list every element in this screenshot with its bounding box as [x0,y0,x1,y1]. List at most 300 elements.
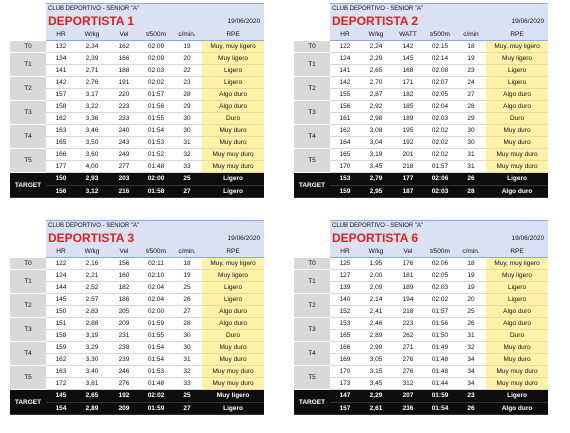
value-cell: 3,45 [360,378,392,390]
zone-row [294,330,548,342]
value-cell: 276 [392,366,424,378]
value-cell: 2,52 [76,282,108,294]
value-cell: 26 [172,294,202,306]
target-value: 02:06 [424,173,456,186]
target-value: 2,29 [360,390,392,403]
value-cell: 27 [456,89,486,101]
session-date: 19/06/2020 [172,13,264,29]
session-date: 19/06/2020 [172,230,264,246]
rpe-cell: Muy, muy ligero [202,258,264,270]
rpe-cell: Ligero [202,65,264,77]
zone-label: T2 [294,77,330,101]
value-cell: 2,89 [360,330,392,342]
value-cell: 277 [108,161,140,173]
column-header: c/min. [172,246,202,258]
value-cell: 01:54 [140,342,172,354]
zone-row [10,161,264,173]
target-value: 27 [172,402,202,415]
value-cell: 01:57 [140,89,172,101]
value-cell: 02:03 [424,282,456,294]
value-cell: 3,50 [76,137,108,149]
target-value: 02:03 [424,185,456,198]
value-cell: 02:11 [140,258,172,270]
value-cell: 01:50 [424,330,456,342]
value-cell: 4,00 [76,161,108,173]
value-cell: 169 [330,354,360,366]
value-cell: 166 [330,342,360,354]
value-cell: 240 [108,125,140,137]
zone-row [294,101,548,113]
target-value: 147 [330,390,360,403]
value-cell: 172 [46,378,76,390]
blank-cell [294,230,330,246]
value-cell: 02:04 [140,294,172,306]
blank-cell [10,13,46,29]
value-cell: 3,19 [360,149,392,161]
column-header: RPE [486,246,548,258]
value-cell: 246 [108,366,140,378]
value-cell: 02:05 [424,270,456,282]
rpe-cell: Muy muy duro [486,149,548,161]
value-cell: 124 [330,53,360,65]
value-cell: 122 [46,258,76,270]
target-label: TARGET [10,173,46,198]
zone-row [294,77,548,89]
value-cell: 168 [392,65,424,77]
zone-label: T2 [10,294,46,318]
zone-label: T1 [10,270,46,294]
value-cell: 134 [46,53,76,65]
rpe-cell: Ligero [202,294,264,306]
target-row [10,390,264,403]
value-cell: 01:49 [424,342,456,354]
blank-cell [10,246,46,258]
value-cell: 01:55 [140,330,172,342]
rpe-cell: Algo duro [486,318,548,330]
value-cell: 01:56 [140,101,172,113]
value-cell: 01:48 [140,378,172,390]
value-cell: 249 [108,149,140,161]
zone-label: T3 [10,318,46,342]
value-cell: 01:59 [140,318,172,330]
value-cell: 31 [456,161,486,173]
zone-row [10,89,264,101]
zone-row [10,354,264,366]
rpe-cell: Duro [486,113,548,125]
value-cell: 23 [172,77,202,89]
value-cell: 2,88 [76,318,108,330]
value-cell: 141 [46,65,76,77]
blank-cell [10,29,46,41]
session-date: 19/06/2020 [456,230,548,246]
column-header: HR [46,246,76,258]
value-cell: 3,40 [76,366,108,378]
value-cell: 2,41 [360,306,392,318]
target-value: Algo duro [486,185,548,198]
value-cell: 31 [456,330,486,342]
value-cell: 262 [392,330,424,342]
value-cell: 20 [456,294,486,306]
value-cell: 132 [46,41,76,53]
zone-label: T5 [294,149,330,173]
value-cell: 3,08 [360,125,392,137]
value-cell: 2,29 [360,53,392,65]
value-cell: 02:09 [140,41,172,53]
value-cell: 02:04 [140,282,172,294]
zone-row [10,125,264,137]
target-row [294,402,548,415]
rpe-cell: Muy duro [202,137,264,149]
target-value: Ligero [486,173,548,186]
rpe-cell: Duro [202,330,264,342]
value-cell: 189 [392,282,424,294]
value-cell: 182 [108,282,140,294]
value-cell: 23 [456,65,486,77]
value-cell: 02:04 [424,101,456,113]
column-header: W/kg [76,29,108,41]
target-row [294,185,548,198]
value-cell: 3,17 [76,89,108,101]
value-cell: 189 [392,113,424,125]
value-cell: 162 [330,125,360,137]
value-cell: 220 [108,89,140,101]
column-header: HR [330,29,360,41]
zone-label: T3 [294,318,330,342]
rpe-cell: Algo duro [202,101,264,113]
value-cell: 01:54 [140,354,172,366]
value-cell: 3,46 [76,125,108,137]
target-value: 154 [46,402,76,415]
zones-table [294,3,548,198]
value-cell: 159 [46,342,76,354]
blank-cell [10,230,46,246]
target-value: 216 [108,185,140,198]
value-cell: 142 [46,77,76,89]
value-cell: 144 [46,282,76,294]
target-value: 187 [392,185,424,198]
column-header: W/kg [76,246,108,258]
blank-cell [294,221,330,231]
value-cell: 2,99 [360,342,392,354]
value-cell: 02:06 [424,258,456,270]
value-cell: 139 [330,282,360,294]
value-cell: 02:02 [424,137,456,149]
value-cell: 32 [172,366,202,378]
value-cell: 2,87 [360,89,392,101]
value-cell: 231 [108,330,140,342]
value-cell: 176 [392,258,424,270]
value-cell: 2,71 [76,65,108,77]
blank-cell [10,221,46,231]
zone-row [10,282,264,294]
zone-label: T4 [294,125,330,149]
value-cell: 162 [108,41,140,53]
value-cell: 194 [392,294,424,306]
club-name: CLUB DEPORTIVO - SENIOR "A" [330,221,548,231]
rpe-cell: Muy, muy ligero [486,258,548,270]
value-cell: 192 [392,137,424,149]
zone-row [10,113,264,125]
zone-label: T0 [294,41,330,53]
zone-row [294,149,548,161]
target-row [294,390,548,403]
column-header: t/500m [424,29,456,41]
zone-row [10,258,264,270]
value-cell: 31 [172,137,202,149]
value-cell: 01:55 [140,113,172,125]
value-cell: 243 [108,137,140,149]
zone-label: T2 [10,77,46,101]
target-value: 2,95 [360,185,392,198]
target-value: 2,79 [360,173,392,186]
target-value: Ligero [486,390,548,403]
value-cell: 02:02 [424,125,456,137]
column-header: t/500m [140,246,172,258]
value-cell: 124 [46,270,76,282]
rpe-cell: Muy muy duro [202,149,264,161]
value-cell: 166 [46,149,76,161]
blank-cell [294,4,330,14]
rpe-cell: Ligero [202,282,264,294]
value-cell: 218 [392,306,424,318]
zone-label: T0 [10,258,46,270]
rpe-cell: Algo duro [486,101,548,113]
target-value: 2,65 [76,390,108,403]
target-value: 236 [392,402,424,415]
value-cell: 29 [172,101,202,113]
rpe-cell: Muy muy duro [486,161,548,173]
value-cell: 141 [330,65,360,77]
club-name: CLUB DEPORTIVO - SENIOR "A" [46,221,264,231]
zone-row [294,53,548,65]
value-cell: 19 [456,270,486,282]
target-value: 27 [172,185,202,198]
rpe-cell: Algo duro [486,306,548,318]
rpe-cell: Muy duro [486,137,548,149]
column-header: RPE [486,29,548,41]
value-cell: 2,46 [360,318,392,330]
rpe-cell: Algo duro [202,306,264,318]
value-cell: 150 [46,306,76,318]
value-cell: 01:48 [140,161,172,173]
value-cell: 01:56 [424,318,456,330]
value-cell: 177 [46,161,76,173]
value-cell: 164 [330,137,360,149]
value-cell: 155 [330,89,360,101]
value-cell: 2,57 [76,294,108,306]
rpe-cell: Muy duro [202,125,264,137]
target-value: 203 [108,173,140,186]
zone-row [10,318,264,330]
target-label: TARGET [10,390,46,415]
value-cell: 191 [108,77,140,89]
zone-label: T0 [10,41,46,53]
value-cell: 2,00 [360,270,392,282]
zone-row [294,125,548,137]
value-cell: 127 [330,270,360,282]
value-cell: 170 [330,366,360,378]
value-cell: 181 [392,270,424,282]
value-cell: 205 [108,306,140,318]
value-cell: 01:44 [424,378,456,390]
value-cell: 125 [330,258,360,270]
value-cell: 312 [392,378,424,390]
zone-row [294,366,548,378]
value-cell: 162 [46,113,76,125]
value-cell: 02:03 [140,65,172,77]
value-cell: 02:02 [424,294,456,306]
rpe-cell: Muy ligero [486,270,548,282]
zone-label: T4 [10,125,46,149]
target-label: TARGET [294,173,330,198]
value-cell: 30 [172,342,202,354]
target-value: Muy ligero [202,390,264,403]
zone-label: T2 [294,294,330,318]
value-cell: 153 [330,318,360,330]
value-cell: 163 [46,125,76,137]
rpe-cell: Duro [202,113,264,125]
target-row [10,173,264,186]
blank-cell [294,246,330,258]
value-cell: 34 [456,354,486,366]
value-cell: 31 [172,354,202,366]
value-cell: 25 [456,306,486,318]
zone-row [10,65,264,77]
value-cell: 2,76 [76,77,108,89]
zone-label: T0 [294,258,330,270]
value-cell: 271 [392,342,424,354]
value-cell: 140 [330,294,360,306]
target-value: 01:59 [424,390,456,403]
target-value: 25 [172,390,202,403]
value-cell: 2,24 [360,41,392,53]
target-value: 192 [108,390,140,403]
value-cell: 32 [456,342,486,354]
zone-row [10,330,264,342]
zone-row [294,161,548,173]
value-cell: 02:09 [140,53,172,65]
target-value: 156 [46,185,76,198]
target-value: 157 [330,402,360,415]
column-header: Vel [392,246,424,258]
rpe-cell: Muy, muy ligero [202,41,264,53]
value-cell: 145 [392,53,424,65]
value-cell: 01:57 [424,306,456,318]
value-cell: 01:57 [424,161,456,173]
target-value: 26 [456,402,486,415]
value-cell: 223 [108,101,140,113]
target-value: 150 [46,173,76,186]
target-value: 2,93 [76,173,108,186]
value-cell: 3,05 [360,354,392,366]
value-cell: 29 [456,113,486,125]
zone-row [10,294,264,306]
value-cell: 195 [392,125,424,137]
value-cell: 20 [172,53,202,65]
zone-label: T4 [294,342,330,366]
column-header: c/min. [172,29,202,41]
value-cell: 188 [108,65,140,77]
value-cell: 19 [172,41,202,53]
target-row [10,185,264,198]
value-cell: 01:54 [140,125,172,137]
value-cell: 18 [172,258,202,270]
zone-row [10,53,264,65]
value-cell: 3,22 [76,101,108,113]
athlete-panel [294,3,570,216]
value-cell: 26 [456,318,486,330]
target-value: 159 [330,185,360,198]
target-value: 145 [46,390,76,403]
zone-row [294,378,548,390]
value-cell: 166 [108,53,140,65]
target-value: 28 [456,185,486,198]
target-value: 177 [392,173,424,186]
athlete-name: DEPORTISTA 1 [46,13,172,29]
value-cell: 157 [46,89,76,101]
rpe-cell: Ligero [486,294,548,306]
column-header: c/min. [456,246,486,258]
value-cell: 02:05 [424,89,456,101]
value-cell: 218 [392,161,424,173]
rpe-cell: Algo duro [486,89,548,101]
value-cell: 165 [330,149,360,161]
zone-row [294,318,548,330]
rpe-cell: Duro [486,330,548,342]
value-cell: 209 [108,318,140,330]
zone-row [10,306,264,318]
rpe-cell: Muy, muy ligero [486,41,548,53]
value-cell: 02:00 [140,306,172,318]
rpe-cell: Muy muy duro [202,366,264,378]
zone-label: T1 [294,270,330,294]
value-cell: 01:53 [140,137,172,149]
value-cell: 161 [330,113,360,125]
rpe-cell: Muy muy duro [202,161,264,173]
value-cell: 02:14 [424,53,456,65]
zone-label: T5 [10,149,46,173]
value-cell: 28 [172,89,202,101]
zone-row [294,306,548,318]
value-cell: 3,60 [76,149,108,161]
zone-label: T3 [294,101,330,125]
value-cell: 142 [392,41,424,53]
column-header: t/500m [424,246,456,258]
rpe-cell: Muy duro [486,354,548,366]
session-date: 19/06/2020 [456,13,548,29]
target-value: 153 [330,173,360,186]
value-cell: 34 [456,378,486,390]
zone-row [10,77,264,89]
target-value: 01:54 [424,402,456,415]
zone-row [294,294,548,306]
value-cell: 3,15 [360,366,392,378]
zone-row [10,342,264,354]
target-value: Ligero [202,402,264,415]
column-header: Vel [108,246,140,258]
value-cell: 2,92 [360,101,392,113]
rpe-cell: Algo duro [202,89,264,101]
zones-table [294,220,548,415]
value-cell: 25 [172,282,202,294]
rpe-cell: Muy ligero [202,53,264,65]
value-cell: 02:15 [424,41,456,53]
value-cell: 30 [172,125,202,137]
zone-label: T4 [10,342,46,366]
value-cell: 165 [46,137,76,149]
target-value: 23 [456,390,486,403]
rpe-cell: Muy duro [202,354,264,366]
